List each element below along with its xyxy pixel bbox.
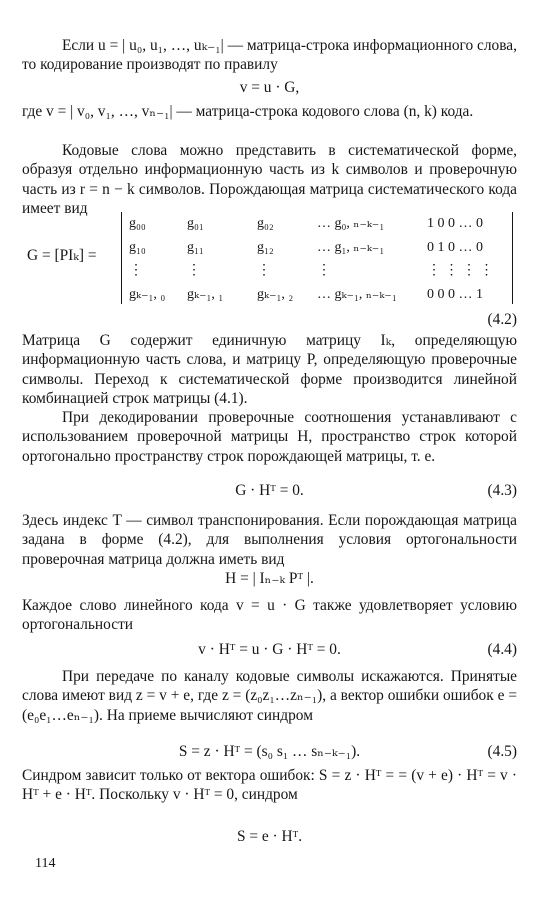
matrix-cell: g₀₁	[187, 216, 204, 231]
matrix-cell: ⋮	[317, 263, 331, 278]
equation-H: H = | Iₙ₋ₖ Pᵀ |.	[225, 570, 314, 587]
matrix-right-bar	[512, 212, 513, 304]
paragraph-info-word: Если u = | u₀, u₁, …, uₖ₋₁| — матрица-строка информационного слова, то кодирование производят по правилу	[22, 37, 517, 74]
equation-v-uG: v = u · G,	[239, 79, 300, 96]
paragraph-systematic-form: Кодовые слова можно представить в систематической форме, образуя отдельно информационную часть из k символов и проверочную часть из r = n − k символов. Порождающая матрица систематического кода имеет вид	[22, 142, 517, 217]
paragraph-syndrome: Синдром зависит только от вектора ошибок: S = z · Hᵀ = = (v + e) · Hᵀ = v · Hᵀ + e · Hᵀ. Поскольку v · Hᵀ = 0, синдром	[22, 767, 517, 804]
equation-GH: G · Hᵀ = 0. (4.3)	[235, 482, 517, 499]
equation-number-4-2: (4.2)	[487, 311, 517, 328]
matrix-cell: ⋮	[257, 263, 271, 278]
generator-matrix	[27, 212, 527, 304]
matrix-cell: ⋮ ⋮ ⋮ ⋮	[427, 263, 494, 278]
paragraph-linear-code: Каждое слово линейного кода v = u · G также удовлетворяет условию ортогональности	[22, 597, 517, 634]
paragraph-code-word: где v = | v₀, v₁, …, vₙ₋₁| — матрица-строка кодового слова (n, k) кода.	[22, 103, 474, 120]
matrix-label: G = [PIₖ] =	[27, 247, 97, 264]
matrix-cell: ⋮	[129, 263, 143, 278]
page-number: 114	[35, 856, 56, 871]
matrix-cell: … g₁, ₙ₋ₖ₋₁	[317, 240, 385, 255]
equation-vH: v · Hᵀ = u · G · Hᵀ = 0. (4.4)	[198, 641, 517, 658]
paragraph-matrix-G: Матрица G содержит единичную матрицу Iₖ, определяющую информационную часть слова, и матрицу P, определяющую проверочные символы. Переход к систематической форме производится линейной комбинацией строк матрицы (4.1).	[22, 332, 517, 407]
matrix-cell: 0 0 0 … 1	[427, 287, 483, 302]
paragraph-transpose: Здесь индекс T — символ транспонирования. Если порождающая матрица задана в форме (4.2), для выполнения условия ортогональности проверочная матрица должна иметь вид	[22, 512, 517, 568]
matrix-cell: g₁₁	[187, 240, 204, 255]
matrix-cell: g₀₀	[129, 216, 146, 231]
equation-syndrome: S = z · Hᵀ = (s₀ s₁ … sₙ₋ₖ₋₁). (4.5)	[178, 743, 517, 760]
matrix-cell: gₖ₋₁, ₂	[257, 287, 294, 302]
matrix-cell: … gₖ₋₁, ₙ₋ₖ₋₁	[317, 287, 397, 302]
matrix-cell: gₖ₋₁, ₁	[187, 287, 224, 302]
paragraph-decoding: При декодировании проверочные соотношения устанавливают с использованием проверочной матрицы H, пространство строк которой ортогонально пространству строк порождающей матрицы, т. е.	[22, 409, 517, 465]
matrix-cell: ⋮	[187, 263, 201, 278]
matrix-left-bar	[121, 212, 122, 304]
paragraph-transmission: При передаче по каналу кодовые символы искажаются. Принятые слова имеют вид z = v + e, где z = (z₀z₁…zₙ₋₁), а вектор ошибки ошибок e = (e₀e₁…eₙ₋₁). На приеме вычисляют синдром	[22, 668, 517, 724]
matrix-cell: 0 1 0 … 0	[427, 240, 483, 255]
matrix-cell: g₁₂	[257, 240, 274, 255]
equation-S-eH: S = e · Hᵀ.	[236, 828, 303, 845]
matrix-cell: g₀₂	[257, 216, 274, 231]
matrix-cell: 1 0 0 … 0	[427, 216, 483, 231]
matrix-cell: gₖ₋₁, ₀	[129, 287, 166, 302]
matrix-cell: g₁₀	[129, 240, 146, 255]
matrix-cell: … g₀, ₙ₋ₖ₋₁	[317, 216, 385, 231]
